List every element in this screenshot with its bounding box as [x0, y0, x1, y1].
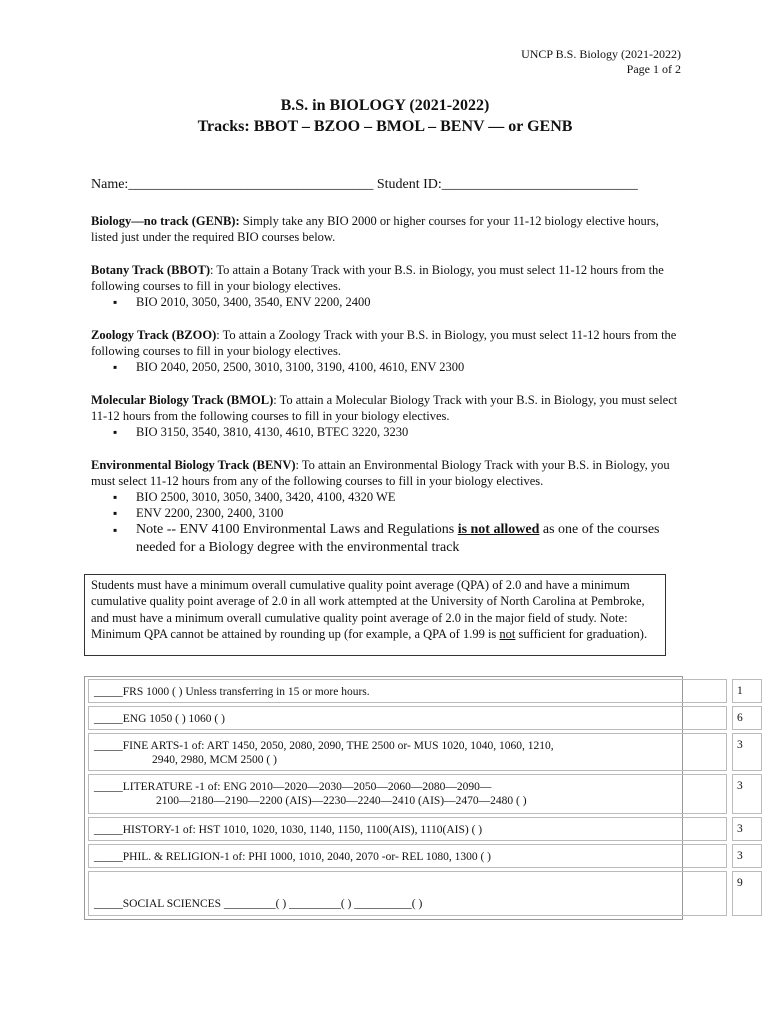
name-student-id-field[interactable]: Name:___________________________________ Student ID:____________________________	[91, 177, 638, 192]
bbot-text: : To attain a Botany Track with your B.S. in Biology, you must select 11-12 hours from the following courses to fill in your biology electives.	[91, 263, 664, 293]
requirement-cell[interactable]	[88, 817, 727, 841]
bbot-heading: Botany Track (BBOT)	[91, 263, 210, 277]
requirement-text-cont: 2940, 2980, MCM 2500 ( )	[152, 754, 277, 766]
requirement-text: _____FINE ARTS-1 of: ART 1450, 2050, 2080, 2090, THE 2500 or- MUS 1020, 1040, 1060, 1210,	[94, 740, 554, 752]
bmol-section	[91, 392, 681, 440]
benv-note	[113, 521, 681, 557]
hours-cell: 3	[732, 844, 762, 868]
bzoo-heading: Zoology Track (BZOO)	[91, 328, 217, 342]
qpa-text-end: sufficient for graduation).	[515, 627, 648, 642]
note-emphasis: is not allowed	[457, 522, 540, 537]
bmol-heading: Molecular Biology Track (BMOL)	[91, 393, 274, 407]
requirement-text-cont: 2100—2180—2190—2200 (AIS)—2230—2240—2410 (AIS)—2470—2480 ( )	[156, 795, 527, 807]
qpa-emphasis: not	[499, 627, 516, 642]
genb-section	[91, 213, 681, 245]
requirement-cell[interactable]	[88, 844, 727, 868]
hours-cell: 1	[732, 679, 762, 703]
requirement-cell[interactable]	[88, 871, 727, 916]
hours-cell: 6	[732, 706, 762, 730]
requirement-text: _____HISTORY-1 of: HST 1010, 1020, 1030, 1140, 1150, 1100(AIS), 1110(AIS) ( )	[94, 824, 483, 836]
requirement-cell[interactable]	[88, 679, 727, 703]
list-item: ▪ BIO 3150, 3540, 3810, 4130, 4610, BTEC 3220, 3230	[113, 424, 681, 440]
requirement-text: _____PHIL. & RELIGION-1 of: PHI 1000, 1010, 2040, 2070 -or- REL 1080, 1300 ( )	[94, 851, 492, 863]
hours-cell: 3	[732, 817, 762, 841]
bmol-course-list	[91, 424, 681, 440]
benv-section	[91, 457, 681, 557]
qpa-text: Students must have a minimum overall cumulative quality point average (QPA) of 2.0 and have a minimum cumulative quality point average of 2.0 in all work attempted at the University of North Carolina at Pembroke, and must have a minimum overall cumulative quality point average of 2.0 in the major field of study. Note: Minimum QPA cannot be attained by rounding up (for example, a QPA of 1.99 is	[91, 578, 645, 642]
benv-heading: Environmental Biology Track (BENV)	[91, 458, 296, 472]
genb-text: Simply take any BIO 2000 or higher courses for your 11-12 biology elective hours, listed just under the required BIO courses below.	[91, 214, 659, 244]
qpa-notice-box	[84, 574, 666, 656]
list-item: ▪ BIO 2040, 2050, 2500, 3010, 3100, 3190, 4100, 4610, ENV 2300	[113, 359, 681, 375]
bzoo-text: : To attain a Zoology Track with your B.S. in Biology, you must select 11-12 hours from the following courses to fill in your biology electives.	[91, 328, 677, 358]
title-line-1: B.S. in BIOLOGY (2021-2022)	[280, 97, 490, 114]
requirement-cell[interactable]	[88, 774, 727, 814]
bzoo-course-list	[91, 359, 681, 375]
requirement-text: _____SOCIAL SCIENCES _________( ) _________( ) __________( )	[94, 898, 423, 910]
header-page-number: Page 1 of 2	[626, 62, 681, 76]
bbot-course-list	[91, 294, 681, 310]
page-header	[521, 47, 681, 77]
requirement-text: _____FRS 1000 ( ) Unless transferring in 15 or more hours.	[94, 686, 370, 698]
requirement-text: _____LITERATURE -1 of: ENG 2010—2020—2030—2050—2060—2080—2090—	[94, 781, 492, 793]
requirements-table	[84, 676, 743, 920]
bmol-text: : To attain a Molecular Biology Track with your B.S. in Biology, you must select 11-12 hours from the following courses to fill in your biology electives.	[91, 393, 678, 423]
note-text-end: as one of the courses needed for a Biology degree with the environmental track	[136, 522, 660, 555]
requirement-cell[interactable]	[88, 706, 727, 730]
benv-text: : To attain an Environmental Biology Track with your B.S. in Biology, you must select 11-12 hours from any of the following courses to fill in your biology electives.	[91, 458, 670, 488]
bzoo-section	[91, 327, 681, 375]
hours-cell: 9	[732, 871, 762, 916]
list-item: ▪ BIO 2500, 3010, 3050, 3400, 3420, 4100, 4320 WE	[113, 489, 681, 505]
requirement-text: _____ENG 1050 ( ) 1060 ( )	[94, 713, 225, 725]
header-doc-title: UNCP B.S. Biology (2021-2022)	[521, 47, 681, 61]
note-text: Note -- ENV 4100 Environmental Laws and Regulations	[136, 522, 458, 537]
title-line-2: Tracks: BBOT – BZOO – BMOL – BENV — or GENB	[197, 118, 573, 135]
requirement-cell[interactable]	[88, 733, 727, 771]
hours-cell: 3	[732, 733, 762, 771]
bbot-section	[91, 262, 681, 310]
hours-cell: 3	[732, 774, 762, 814]
document-title	[0, 95, 770, 137]
genb-heading: Biology—no track (GENB):	[91, 214, 240, 228]
list-item: ▪ BIO 2010, 3050, 3400, 3540, ENV 2200, 2400	[113, 294, 681, 310]
benv-course-list	[91, 489, 681, 557]
list-item: ▪ ENV 2200, 2300, 2400, 3100	[113, 505, 681, 521]
